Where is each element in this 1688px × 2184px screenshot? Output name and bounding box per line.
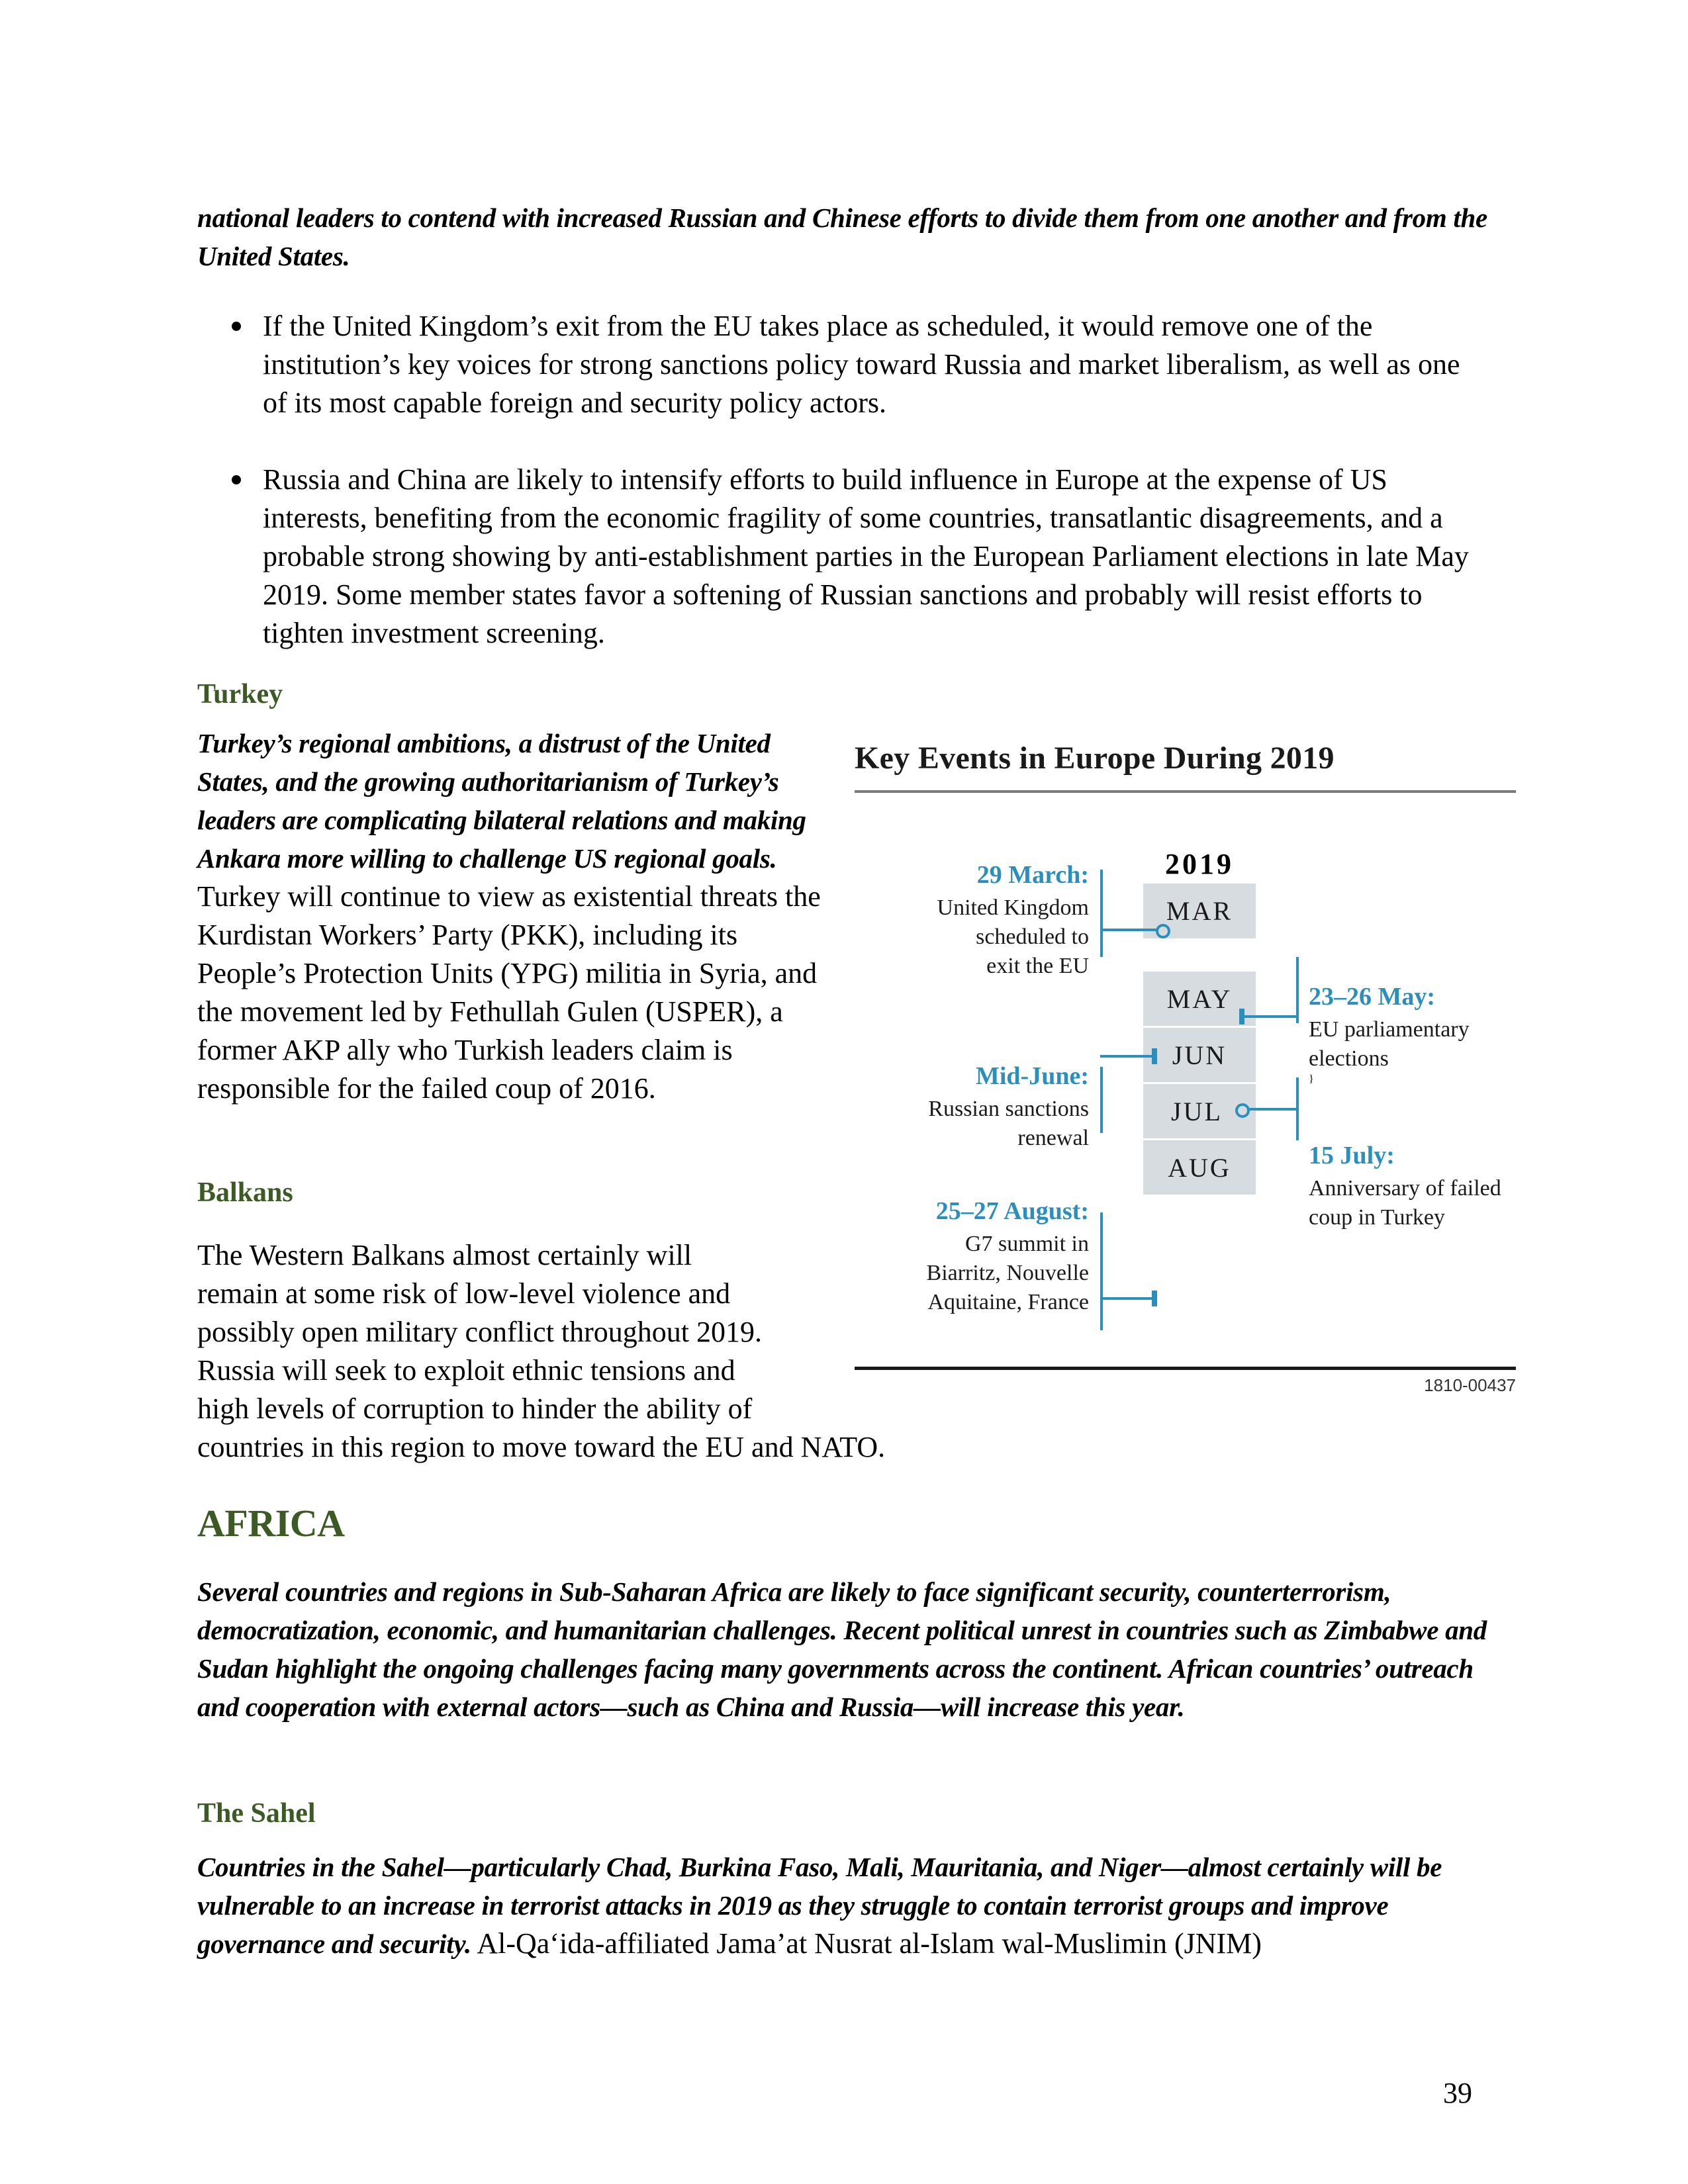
bullet-item-russia-china [197,461,1488,653]
turkey-body: Turkey will continue to view as existential threats the Kurdistan Workers’ Party (PKK), including its People’s Protection Units (YPG) militia in Syria, and the movement led by Fethullah Gulen (USPER), a former AKP ally who Turkish leaders claim is responsible for the failed coup of 2016. [197,880,821,1105]
month-box-jun: JUN [1143,1028,1256,1082]
event-desc-line: renewal [1017,1126,1089,1150]
turkey-heading: Turkey [197,679,283,709]
event-date: 29 March: [976,861,1089,889]
event-date: 25–27 August: [935,1197,1089,1225]
connector-bracket [1100,870,1103,957]
page-number: 39 [1443,2077,1472,2109]
sahel-body: Al-Qa‘ida-affiliated Jama’at Nusrat al-Islam wal-Muslimin (JNIM) [471,1927,1262,1960]
balkans-line: remain at some risk of low-level violence and [197,1277,731,1310]
bullet-icon [232,475,241,484]
balkans-line: countries in this region to move toward the EU and NATO. [197,1431,886,1463]
africa-lead-paragraph: Several countries and regions in Sub-Saharan Africa are likely to face significant security, counterterrorism, democratization, economic, and humanitarian challenges. Recent political unrest in countries such as Zimbabwe and Sudan highlight the ongoing challenges facing many governments across the continent. African countries’ outreach and cooperation with external actors—such as China and Russia—will increase this year. [197,1576,1487,1722]
event-15-july [1309,1141,1527,1232]
bullet-icon [232,322,241,331]
turkey-lead: Turkey’s regional ambitions, a distrust of the United States, and the growing authoritarianism of Turkey’s leaders are complicating bilateral relations and making Ankara more willing to challenge US regional goals. [197,728,806,874]
bullet-text: If the United Kingdom’s exit from the EU takes place as scheduled, it would remove one of the institution’s key voices for strong sanctions policy toward Russia and market liberalism, as well as one of its most capable foreign and security policy actors. [263,310,1460,419]
event-desc-line: Anniversary of failed [1309,1176,1501,1201]
event-tick-marker-icon [1239,1009,1244,1024]
event-tick-marker-icon [1152,1048,1157,1064]
event-desc-line: Biarritz, Nouvelle [926,1261,1089,1285]
connector-bracket [1100,1212,1103,1330]
connector-bracket [1100,1067,1103,1133]
event-desc-line: Aquitaine, France [927,1290,1089,1314]
sahel-paragraph [197,1848,1505,1963]
connector-line [1246,1108,1297,1111]
event-desc-line: elections [1309,1046,1389,1071]
connector-bracket [1296,957,1299,1023]
sahel-lead: Countries in the Sahel—particularly Chad, Burkina Faso, Mali, Mauritania, and Niger—almost certainly will be vulnerable to an increase in terrorist attacks in 2019 as they struggle to contain terrorist groups and improve governance and security. [197,1852,1442,1959]
event-desc-line: Russian sanctions [928,1097,1089,1121]
connector-line [1100,1055,1153,1058]
month-box-mar: MAR [1143,884,1256,938]
figure-id: 1810-00437 [1424,1375,1516,1395]
figure-top-rule [855,790,1516,793]
event-23-26-may: 23–26 May: EU parliamentary elections } [1309,982,1521,1085]
africa-section-heading: AFRICA [197,1502,345,1545]
bullet-text: Russia and China are likely to intensify efforts to build influence in Europe at the expense of US interests, benefiting from the economic fragility of some countries, transatlantic disagreements, and a probable strong showing by anti-establishment parties in the European Parliament elections in late May 2019. Some member states favor a softening of Russian sanctions and probably will resist efforts to tighten investment screening. [263,463,1469,649]
month-box-may: MAY [1143,972,1256,1026]
event-mid-june [861,1062,1089,1153]
connector-line [1100,929,1158,931]
event-25-27-august [861,1197,1089,1317]
event-desc-line: coup in Turkey [1309,1205,1445,1230]
event-desc-line: G7 summit in [964,1232,1089,1256]
event-desc-line: EU parliamentary [1309,1017,1470,1042]
turkey-paragraph [197,724,833,1108]
event-date: 15 July: [1309,1142,1395,1169]
month-box-aug: AUG [1143,1140,1256,1195]
event-desc-line: United Kingdom [937,895,1089,920]
event-circle-marker-icon [1235,1103,1250,1118]
event-date: 23–26 May: [1309,983,1436,1011]
event-29-march [861,860,1089,981]
intro-lead-paragraph: national leaders to contend with increased Russian and Chinese efforts to divide them from one another and from the United States. [197,203,1487,271]
balkans-line: possibly open military conflict throughout 2019. [197,1316,763,1348]
event-desc-line: exit the EU [986,954,1089,978]
event-circle-marker-icon [1156,924,1170,938]
balkans-line: The Western Balkans almost certainly will [197,1239,692,1271]
timeline-year: 2019 [1165,848,1234,880]
month-box-jul: JUL [1143,1084,1256,1138]
sahel-heading: The Sahel [197,1798,316,1829]
event-desc-line: scheduled to [976,925,1089,949]
figure-title: Key Events in Europe During 2019 [855,741,1335,776]
event-tick-marker-icon [1152,1291,1157,1306]
balkans-line: Russia will seek to exploit ethnic tensions and [197,1354,735,1387]
connector-line [1100,1297,1153,1300]
figure-bottom-rule [855,1367,1516,1370]
connector-line [1241,1015,1297,1018]
balkans-line: high levels of corruption to hinder the ability of [197,1392,753,1425]
bullet-item-brexit [197,307,1488,422]
bullet-list [197,307,1488,691]
balkans-heading: Balkans [197,1177,293,1208]
event-date: Mid-June: [976,1062,1089,1090]
